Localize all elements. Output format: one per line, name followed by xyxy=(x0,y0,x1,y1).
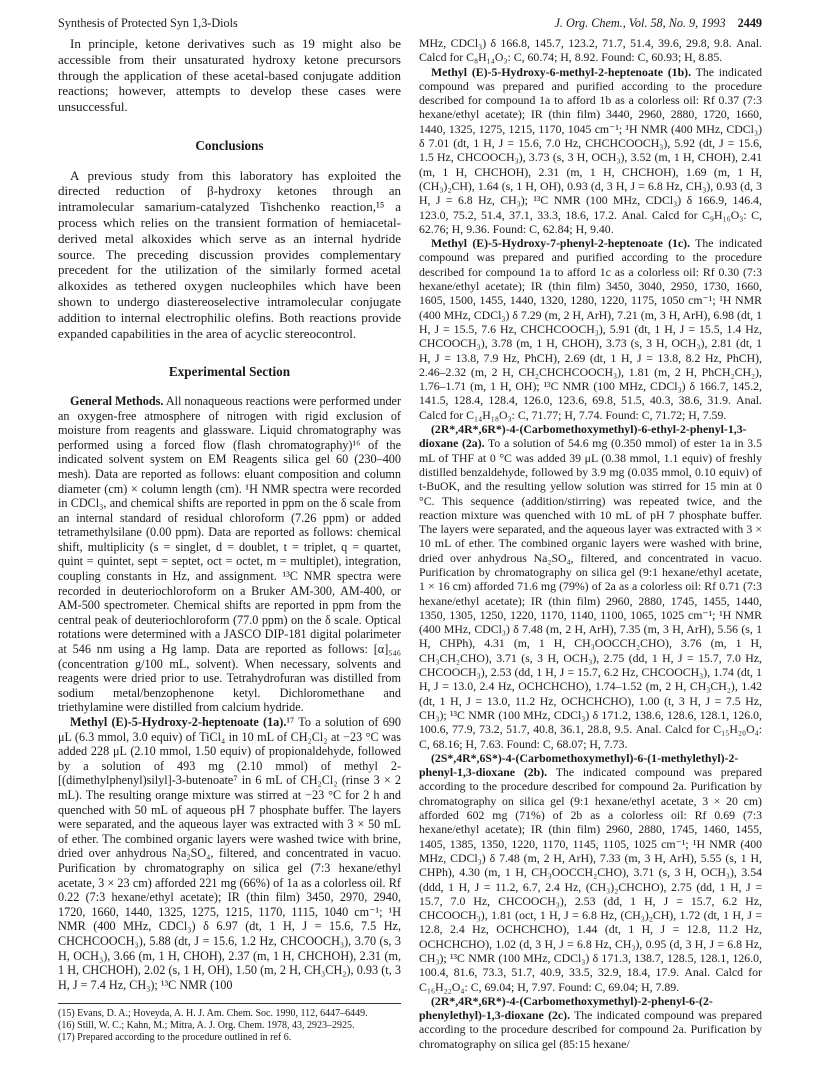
compound-1b-text: The indicated compound was prepared and purified according to the procedure described for compound 1a to afford 1b as a colorless oil: Rf 0.37 (7:3 hexane/ethyl acetate); IR (thin film) 3440, 2960, 2880, 1720, 1660, 1440, 1325, 1275, 1215, 1170, 1045 cm⁻¹; ¹H NMR (400 MHz, CDCl₃) δ 7.01 (dt, 1 H, J = 15.6, 7.0 Hz, CHCHCOOCH₃), 5.92 (dt, J = 15.6, 1.5 Hz, CHCOOCH₃), 3.73 (s, 3 H, OCH₃), 3.52 (m, 1 H, CHOH), 2.41 (m, 1 H, CHCHOH), 2.31 (m, 1 H, CHCHOH), 1.69 (m, 1 H, (CH₃)₂CH), 1.64 (s, 1 H, OH), 0.93 (d, 3 H, J = 6.8 Hz, CH₃), 0.93 (d, 3 H, J = 6.8 Hz, CH₃); ¹³C NMR (100 MHz, CDCl₃) δ 166.9, 146.4, 123.0, 75.2, 51.4, 37.1, 33.3, 18.6, 17.2. Anal. Calcd for C₉H₁₆O₃: C, 62.76; H, 9.36. Found: C, 62.84; H, 9.40. xyxy=(419,64,762,236)
compound-1b-paragraph xyxy=(419,65,762,237)
running-head-title: Synthesis of Protected Syn 1,3-Diols xyxy=(58,16,238,30)
footnote-17: (17) Prepared according to the procedure outlined in ref 6. xyxy=(58,1032,292,1043)
compound-2b-runin: (2S*,4R*,6S*)-4-(Carbomethoxymethyl)-6-(1-methylethyl)-2-phenyl-1,3-dioxane (2b). xyxy=(419,750,739,780)
compound-1c-text: The indicated compound was prepared and purified according to the procedure described for compound 1a to afford 1c as a colorless oil: Rf 0.30 (7:3 hexane/ethyl acetate); IR (thin film) 3450, 3040, 2950, 1730, 1660, 1605, 1500, 1455, 1440, 1320, 1280, 1220, 1175, 1050 cm⁻¹; ¹H NMR (400 MHz, CDCl₃) δ 7.29 (m, 2 H, ArH), 7.21 (m, 3 H, ArH), 6.98 (dt, 1 H, J = 15.5, 7.6 Hz, CHCHCOOCH₃), 5.91 (dt, 1 H, J = 15.5, 1.4 Hz, CHCOOCH₃), 3.78 (m, 1 H, CHOH), 3.73 (s, 3 H, OCH₃), 2.81 (dt, 1 H, J = 13.8, 7.9 Hz, PhCH), 2.69 (dt, 1 H, J = 13.8, 8.2 Hz, PhCH), 2.46–2.32 (m, 2 H, CH₂CHCHCOOCH₃), 1.81 (m, 2 H, PhCH₂CH₂), 1.76–1.71 (m, 1 H, OH); ¹³C NMR (100 MHz, CDCl₃) δ 166.7, 145.2, 141.5, 128.4, 128.4, 126.0, 123.6, 69.8, 51.5, 40.3, 38.6, 31.9. Anal. Calcd for C₁₄H₁₈O₃: C, 71.77; H, 7.74. Found: C, 71.72; H, 7.59. xyxy=(419,236,762,422)
compound-1a-paragraph xyxy=(58,715,401,992)
journal-citation: J. Org. Chem., Vol. 58, No. 9, 1993 xyxy=(554,16,726,30)
compound-2c-text: The indicated compound was prepared according to the procedure described for compound 2a. Purification by chromatography on silica gel (85:15 hexane/ xyxy=(419,1008,762,1051)
compound-2a-paragraph xyxy=(419,422,762,751)
compound-1a-runin: Methyl (E)-5-Hydroxy-2-heptenoate (1a). xyxy=(70,715,287,729)
footnote-16: (16) Still, W. C.; Kahn, M.; Mitra, A. J. Org. Chem. 1978, 43, 2923–2925. xyxy=(58,1020,355,1031)
general-methods-paragraph xyxy=(58,394,401,715)
compound-2c-runin: (2R*,4R*,6R*)-4-(Carbomethoxymethyl)-2-phenyl-6-(2-phenylethyl)-1,3-dioxane (2c). xyxy=(419,993,713,1023)
right-column xyxy=(419,36,762,1051)
compound-2c-paragraph xyxy=(419,994,762,1051)
general-methods-runin: General Methods. xyxy=(70,393,164,408)
general-methods-text: All nonaqueous reactions were performed under an oxygen-free atmosphere of nitrogen with rigid exclusion of moisture from reagents and glassware. Liquid chromatography was performed using a forced flow (flash chromatography)¹⁶ of the indicated solvent system on EM Reagents silica gel 60 (230–400 mesh). Data are reported as follows: eluant composition and column diameter (cm) × column length (cm). ¹H NMR spectra were recorded in CDCl₃, and chemical shifts are reported in ppm on the δ scale from an internal standard of residual chloroform (7.26 ppm) or added tetramethylsilane (0.00 ppm). Data are reported as follows: chemical shift, multiplicity (s = singlet, d = doublet, t = triplet, q = quartet, quint = quintet, sept = septet, oct = octet, m = multiplet), integration, coupling constants in Hz, and assignment. ¹³C NMR spectra were recorded in deuteriochloroform on a Bruker AM-300, AM-400, or AM-500 spectrometer. Chemical shifts are reported in ppm from the central peak of deuteriochloroform (77.0 ppm) on the δ scale. Optical rotations were determined with a JASCO DIP-181 digital polarimeter at 546 nm using a Hg lamp. Data are reported as follows: [α]₅₄₆ (concentration g/100 mL, solvent). When necessary, solvents and reagents were dried prior to use. Tetrahydrofuran was distilled from sodium metal/benzophenone ketyl. Dichloromethane and triethylamine were distilled from calcium hydride. xyxy=(58,393,402,715)
compound-1a-text: ¹⁷ To a solution of 690 μL (6.3 mmol, 3.0 equiv) of TiCl₄ in 10 mL of CH₂Cl₂ at −23 °C was added 228 μL (2.10 mmol, 1.50 equiv) of propionaldehyde, followed by a solution of 493 mg (2.10 mmol) of methyl 2-[(dimethylphenyl)silyl]-3-butenoate⁷ in 6 mL of CH₂Cl₂ (rinse 3 × 2 mL). The resulting orange mixture was stirred at −23 °C for 2 h and quenched with 50 mL of aqueous pH 7 phosphate buffer. The layers were separated, and the aqueous layer was extracted with 3 × 50 mL of ether. The combined organic layers were washed twice with brine, dried over anhydrous Na₂SO₄, filtered, and concentrated in vacuo. Purification by chromatography on silica gel (7:3 hexane/ethyl acetate, 3 × 23 cm) afforded 221 mg (66%) of 1a as a colorless oil. Rf 0.22 (7:3 hexane/ethyl acetate); IR (thin film) 3450, 2970, 2940, 1720, 1660, 1440, 1325, 1275, 1215, 1170, 1115, 1040 cm⁻¹; ¹H NMR (400 MHz, CDCl₃) δ 6.97 (dt, 1 H, J = 15.6, 7.5 Hz, CHCHCOOCH₃), 5.88 (dt, J = 15.6, 1.2 Hz, CHCOOCH₃), 3.70 (s, 3 H, OCH₃), 3.66 (m, 1 H, CHOH), 2.37 (m, 1 H, CHCHOH), 2.31 (m, 1 H, CHCHOH), 2.02 (s, 1 H, OH), 1.50 (m, 2 H, CH₃CH₂), 0.93 (t, 3 H, J = 7.4 Hz, CH₃); ¹³C NMR (100 xyxy=(58,715,401,992)
compound-2a-runin: (2R*,4R*,6R*)-4-(Carbomethoxymethyl)-6-ethyl-2-phenyl-1,3-dioxane (2a). xyxy=(419,422,747,451)
compound-1b-runin: Methyl (E)-5-Hydroxy-6-methyl-2-heptenoate (1b). xyxy=(431,64,692,79)
footnotes xyxy=(58,1003,401,1044)
compound-2a-text: To a solution of 54.6 mg (0.350 mmol) of ester 1a in 3.5 mL of THF at 0 °C was added 39 μL (0.38 mmol, 1.1 equiv) of freshly distilled benzaldehyde, followed by 3.9 mg (0.035 mmol, 0.10 equiv) of t-BuOK, and the resulting yellow solution was stirred for 15 min at 0 °C. This sequence (addition/stirring) was repeated twice, and the reaction mixture was quenched with 10 mL of pH 7 phosphate buffer. The layers were separated, and the aqueous layer was extracted with 3 × 10 mL of ether. The combined organic layers were washed with brine, dried over anhydrous Na₂SO₄, filtered, and concentrated in vacuo. Purification by chromatography on silica gel (9:1 hexane/ethyl acetate, 1 × 16 cm) afforded 71.6 mg (79%) of 2a as a colorless oil: Rf 0.71 (7:3 hexane/ethyl acetate); IR (thin film) 2960, 2880, 1745, 1455, 1440, 1350, 1305, 1250, 1220, 1170, 1140, 1100, 1065, 1025 cm⁻¹; ¹H NMR (400 MHz, CDCl₃) δ 7.48 (m, 2 H, ArH), 7.35 (m, 3 H, ArH), 5.56 (s, 1 H, CHPh), 4.31 (m, 1 H, CH₃OOCCH₂CHO), 3.76 (m, 1 H, CH₃CH₂CHO), 3.71 (s, 3 H, OCH₃), 2.75 (dd, 1 H, J = 15.7, 7.0 Hz, CHCOOCH₃), 2.53 (dd, 1 H, J = 15.7, 6.2 Hz, CHCOOCH₃), 1.74 (dt, 1 H, J = 13.0, 2.4 Hz, OCHCHCHO), 1.74–1.52 (m, 2 H, CH₃CH₂), 1.42 (dt, 1 H, J = 13.0, 11.2 Hz, OCHCHCHO), 1.00 (t, 3 H, J = 7.5 Hz, CH₃); ¹³C NMR (100 MHz, CDCl₃) δ 171.2, 138.6, 128.6, 128.1, 126.0, 100.6, 77.9, 73.2, 51.7, 40.8, 36.1, 28.8, 9.5. Anal. Calcd for C₁₅H₂₀O₄: C, 68.16; H, 7.63. Found: C, 68.07; H, 7.73. xyxy=(419,436,762,751)
intro-paragraph: In principle, ketone derivatives such as 19 might also be accessible from their unsaturated hydroxy ketone precursors through the application of these acetal-based conjugate addition reactions; however, attempts to develop these cases were unsuccessful. xyxy=(58,36,401,115)
left-column xyxy=(58,36,401,992)
footnote-15: (15) Evans, D. A.; Hoveyda, A. H. J. Am. Chem. Soc. 1990, 112, 6447–6449. xyxy=(58,1008,368,1019)
compound-1c-paragraph xyxy=(419,236,762,422)
compound-1c-runin: Methyl (E)-5-Hydroxy-7-phenyl-2-heptenoate (1c). xyxy=(431,236,691,251)
conclusions-heading: Conclusions xyxy=(195,137,264,153)
compound-2b-paragraph xyxy=(419,751,762,994)
conclusions-paragraph: A previous study from this laboratory has exploited the directed reduction of β-hydroxy ketones through an intramolecular samarium-catalyzed Tishchenko reaction,¹⁵ a process which relies on the transient formation of hemiacetal-derived metal alkoxides which serve as an internal hydride source. The preceding discussion provides complementary precedent for the utilization of the similarly formed acetal alkoxides as tethered oxygen nucleophiles which have been shown to undergo diastereoselective intramolecular conjugate addition to internal electrophilic olefins. Both reactions provide expanded capabilities in the area of acyclic stereocontrol. xyxy=(58,167,401,341)
compound-2b-text: The indicated compound was prepared according to the procedure described for compound 2a. Purification by chromatography on silica gel (9:1 hexane/ethyl acetate, 3 × 20 cm) afforded 602 mg (71%) of 2b as a colorless oil: Rf 0.69 (7:3 hexane/ethyl acetate); IR (thin film) 2960, 2880, 1745, 1460, 1455, 1405, 1385, 1350, 1220, 1170, 1145, 1105, 1025 cm⁻¹; ¹H NMR (400 MHz, CDCl₃) δ 7.48 (m, 2 H, ArH), 7.33 (m, 3 H, ArH), 5.55 (s, 1 H, CHPh), 4.30 (m, 1 H, CH₃OOCCH₂CHO), 3.71 (s, 3 H, OCH₃), 3.54 (ddd, 1 H, J = 11.2, 6.7, 2.4 Hz, (CH₃)₂CHCHO), 2.75 (dd, 1 H, J = 15.7, 7.0 Hz, CHCOOCH₃), 2.53 (dd, 1 H, J = 15.7, 6.2 Hz, CHCOOCH₃), 1.81 (oct, 1 H, J = 6.8 Hz, (CH₃)₂CH), 1.72 (dt, 1 H, J = 12.8, 2.4 Hz, OCHCHCHO), 1.44 (dt, 1 H, J = 12.8, 11.2 Hz, OCHCHCHO), 1.02 (d, 3 H, J = 6.8 Hz, CH₃), 0.95 (d, 3 H, J = 6.8 Hz, CH₃); ¹³C NMR (100 MHz, CDCl₃) δ 171.3, 138.7, 128.5, 128.1, 126.0, 100.4, 81.6, 73.3, 51.7, 40.9, 33.5, 32.9, 18.4, 17.9. Anal. Calcd for C₁₆H₂₂O₄: C, 69.04; H, 7.97. Found: C, 69.04; H, 7.89. xyxy=(419,765,762,994)
running-head xyxy=(58,14,762,32)
page-number: 2449 xyxy=(737,16,762,30)
compound-1a-continued: MHz, CDCl₃) δ 166.8, 145.7, 123.2, 71.7, 51.4, 39.6, 29.8, 9.8. Anal. Calcd for C₈H₁₄O₃: C, 60.74; H, 8.92. Found: C, 60.93; H, 8.85. xyxy=(419,36,762,65)
running-head-journal-info xyxy=(554,14,762,32)
experimental-heading: Experimental Section xyxy=(168,364,291,380)
